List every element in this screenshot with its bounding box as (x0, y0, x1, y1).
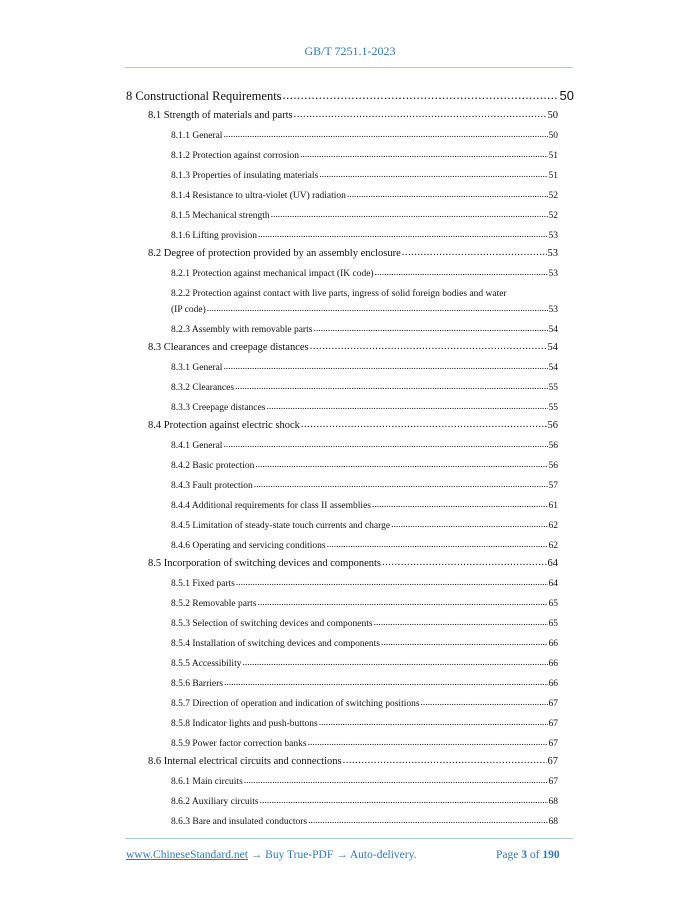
page-word: Page (496, 849, 519, 861)
toc-entry-page: 53 (548, 269, 558, 279)
toc-entry-label: 8.6.3 Bare and insulated conductors (171, 817, 308, 827)
dot-leader (391, 518, 547, 532)
toc-entry-8-4-6[interactable] (171, 539, 558, 553)
toc-entry-8-3[interactable] (148, 341, 558, 355)
toc-entry-page: 61 (548, 501, 558, 511)
toc-entry-label: 8.5.5 Accessibility (171, 659, 242, 669)
toc-entry-8-2-2[interactable] (171, 303, 558, 317)
dot-leader (313, 322, 547, 336)
toc-entry-8-6-3[interactable] (171, 815, 558, 829)
buy-pdf-text: Buy True-PDF (265, 849, 334, 861)
toc-entry-page: 50 (559, 88, 574, 103)
dot-leader (242, 656, 547, 670)
toc-entry-8-1-1[interactable] (171, 129, 558, 143)
toc-entry-page: 57 (548, 481, 558, 491)
toc-entry-page: 56 (548, 441, 558, 451)
toc-entry-page: 53 (548, 305, 558, 315)
toc-entry-label: 8.5.9 Power factor correction banks (171, 739, 307, 749)
toc-entry-page: 62 (548, 541, 558, 551)
toc-entry-8-6-2[interactable] (171, 795, 558, 809)
document-code-header: GB/T 7251.1-2023 (304, 44, 396, 58)
dot-leader (224, 676, 548, 690)
toc-entry-label: 8.5.1 Fixed parts (171, 579, 235, 589)
toc-entry-8-5-6[interactable] (171, 677, 558, 691)
dot-leader (381, 636, 548, 650)
toc-entry-label: 8.2 Degree of protection provided by an assembly enclosure (148, 248, 401, 259)
toc-entry-page: 51 (548, 151, 558, 161)
toc-entry-label: 8.1.2 Protection against corrosion (171, 151, 299, 161)
toc-entry-page: 50 (547, 110, 558, 121)
toc-entry-page: 67 (548, 777, 558, 787)
dot-leader (254, 478, 548, 492)
toc-entry-label: 8.3.2 Clearances (171, 383, 235, 393)
dot-leader (327, 538, 548, 552)
toc-entry-8-4-5[interactable] (171, 519, 558, 533)
toc-entry-label: 8.4.4 Additional requirements for class II assemblies (171, 501, 371, 511)
toc-entry-label: 8.1.3 Properties of insulating materials (171, 171, 319, 181)
dot-leader (319, 168, 547, 182)
dot-leader (257, 596, 547, 610)
toc-entry-label: 8.1.6 Lifting provision (171, 231, 258, 241)
toc-entry-8-5[interactable] (148, 557, 558, 571)
toc-entry-label: 8.1 Strength of materials and parts (148, 110, 293, 121)
toc-entry-8-5-1[interactable] (171, 577, 558, 591)
toc-entry-page: 62 (548, 521, 558, 531)
toc-entry-page: 66 (548, 659, 558, 669)
dot-leader (319, 716, 548, 730)
toc-entry-label: 8.1.1 General (171, 131, 223, 141)
toc-entry-page: 65 (548, 599, 558, 609)
toc-entry-page: 65 (548, 619, 558, 629)
toc-entry-page: 68 (548, 817, 558, 827)
toc-entry-8-1-5[interactable] (171, 209, 558, 223)
toc-entry-label: 8.3 Clearances and creepage distances (148, 342, 309, 353)
toc-entry-page: 50 (548, 131, 558, 141)
toc-entry-8-4-1[interactable] (171, 439, 558, 453)
toc-entry-8-5-5[interactable] (171, 657, 558, 671)
dot-leader (223, 360, 547, 374)
toc-entry-page: 66 (548, 679, 558, 689)
dot-leader (294, 108, 547, 122)
dot-leader (308, 814, 547, 828)
toc-entry-8-3-3[interactable] (171, 401, 558, 415)
arrow-right-icon: → (336, 849, 348, 861)
dot-leader (308, 736, 548, 750)
dot-leader (255, 458, 547, 472)
toc-entry-page: 52 (548, 191, 558, 201)
toc-entry-page: 64 (547, 558, 558, 569)
toc-entry-8-2-2-line1[interactable]: 8.2.2 Protection against contact with live parts, ingress of solid foreign bodies and water (171, 289, 507, 299)
dot-leader (271, 208, 548, 222)
toc-entry-8-4[interactable] (148, 419, 558, 433)
toc-entry-label: 8.5 Incorporation of switching devices and components (148, 558, 381, 569)
dot-leader (382, 556, 547, 570)
toc-entry-8-5-8[interactable] (171, 717, 558, 731)
toc-entry-label: 8.6.2 Auxiliary circuits (171, 797, 259, 807)
dot-leader (421, 696, 548, 710)
toc-entry-8-2[interactable] (148, 247, 558, 261)
toc-entry-label: 8.5.7 Direction of operation and indication of switching positions (171, 699, 420, 709)
toc-entry-8-3-2[interactable] (171, 381, 558, 395)
dot-leader (258, 228, 547, 242)
toc-entry-8-1-4[interactable] (171, 189, 558, 203)
toc-entry-page: 66 (548, 639, 558, 649)
dot-leader (223, 438, 547, 452)
toc-entry-label: 8.2.1 Protection against mechanical impact (IK code) (171, 269, 374, 279)
dot-leader (244, 774, 548, 788)
toc-entry-label: 8.4.2 Basic protection (171, 461, 255, 471)
toc-entry-label: 8.5.4 Installation of switching devices and components (171, 639, 380, 649)
toc-entry-page: 54 (548, 325, 558, 335)
toc-entry-8-4-2[interactable] (171, 459, 558, 473)
dot-leader (343, 754, 547, 768)
toc-entry-page: 56 (548, 461, 558, 471)
toc-entry-label: 8.4.5 Limitation of steady-state touch currents and charge (171, 521, 391, 531)
toc-entry-label: 8.4.1 General (171, 441, 223, 451)
toc-entry-label: 8.2.3 Assembly with removable parts (171, 325, 313, 335)
toc-entry-page: 64 (548, 579, 558, 589)
toc-entry-page: 53 (548, 231, 558, 241)
toc-entry-8-6[interactable] (148, 755, 558, 769)
dot-leader (223, 128, 547, 142)
toc-entry-page: 52 (548, 211, 558, 221)
dot-leader (260, 794, 548, 808)
toc-entry-page: 53 (547, 248, 558, 259)
dot-leader (301, 418, 547, 432)
toc-entry-page: 56 (547, 420, 558, 431)
toc-entry-8-1-3[interactable] (171, 169, 558, 183)
toc-entry-8-3-1[interactable] (171, 361, 558, 375)
toc-entry-8-4-4[interactable] (171, 499, 558, 513)
toc-entry-label: 8.5.6 Barriers (171, 679, 223, 689)
toc-entry-8-5-4[interactable] (171, 637, 558, 651)
page-indicator (496, 849, 560, 861)
dot-leader (300, 148, 548, 162)
toc-entry-page: 54 (548, 363, 558, 373)
toc-entry-page: 67 (548, 699, 558, 709)
toc-entry-8-1[interactable] (148, 109, 558, 123)
toc-entry-label: 8.4 Protection against electric shock (148, 420, 300, 431)
toc-entry-8-5-3[interactable] (171, 617, 558, 631)
toc-entry-label: (IP code) (171, 305, 206, 315)
page-current: 3 (521, 849, 527, 861)
dot-leader (207, 302, 548, 316)
toc-entry-label: 8.5.3 Selection of switching devices and components (171, 619, 373, 629)
toc-entry-label: 8.5.2 Removable parts (171, 599, 257, 609)
toc-entry-label: 8.4.3 Fault protection (171, 481, 253, 491)
toc-entry-page: 67 (547, 756, 558, 767)
toc-entry-label: 8.3.1 General (171, 363, 223, 373)
toc-entry-label: 8.1.5 Mechanical strength (171, 211, 270, 221)
toc-entry-8-5-2[interactable] (171, 597, 558, 611)
dot-leader (402, 246, 547, 260)
footer-purchase-link[interactable] (126, 849, 417, 861)
toc-entry-page: 51 (548, 171, 558, 181)
toc-entry-page: 68 (548, 797, 558, 807)
toc-entry-8-2-3[interactable] (171, 323, 558, 337)
toc-entry-label: 8.3.3 Creepage distances (171, 403, 266, 413)
toc-entry-page: 67 (548, 739, 558, 749)
dot-leader (235, 380, 547, 394)
header-divider (125, 67, 573, 68)
toc-entry-label: 8.6 Internal electrical circuits and connections (148, 756, 342, 767)
toc-entry-8-1-6[interactable] (171, 229, 558, 243)
toc-entry-page: 67 (548, 719, 558, 729)
dot-leader (266, 400, 547, 414)
toc-entry-8-6-1[interactable] (171, 775, 558, 789)
dot-leader (283, 88, 559, 102)
toc-entry-8-4-3[interactable] (171, 479, 558, 493)
page-total: 190 (542, 849, 560, 861)
dot-leader (375, 266, 548, 280)
toc-entry-label: 8.6.1 Main circuits (171, 777, 243, 787)
toc-entry-label: 8.5.8 Indicator lights and push-buttons (171, 719, 318, 729)
toc-entry-8-5-7[interactable] (171, 697, 558, 711)
toc-entry-page: 55 (548, 383, 558, 393)
toc-entry-8[interactable] (126, 89, 574, 103)
website-link[interactable]: www.ChineseStandard.net (126, 849, 248, 861)
toc-entry-label: 8 Constructional Requirements (126, 89, 282, 103)
toc-entry-8-5-9[interactable] (171, 737, 558, 751)
dot-leader (372, 498, 548, 512)
dot-leader (347, 188, 548, 202)
toc-entry-page: 54 (547, 342, 558, 353)
dot-leader (310, 340, 547, 354)
toc-entry-label: 8.4.6 Operating and servicing conditions (171, 541, 326, 551)
footer-divider (125, 838, 573, 839)
toc-entry-8-1-2[interactable] (171, 149, 558, 163)
dot-leader (236, 576, 548, 590)
toc-entry-label: 8.1.4 Resistance to ultra-violet (UV) radiation (171, 191, 346, 201)
toc-entry-page: 55 (548, 403, 558, 413)
delivery-text: Auto-delivery. (349, 849, 417, 861)
dot-leader (374, 616, 548, 630)
of-word: of (529, 849, 540, 861)
arrow-right-icon: → (250, 849, 263, 861)
toc-entry-8-2-1[interactable] (171, 267, 558, 281)
